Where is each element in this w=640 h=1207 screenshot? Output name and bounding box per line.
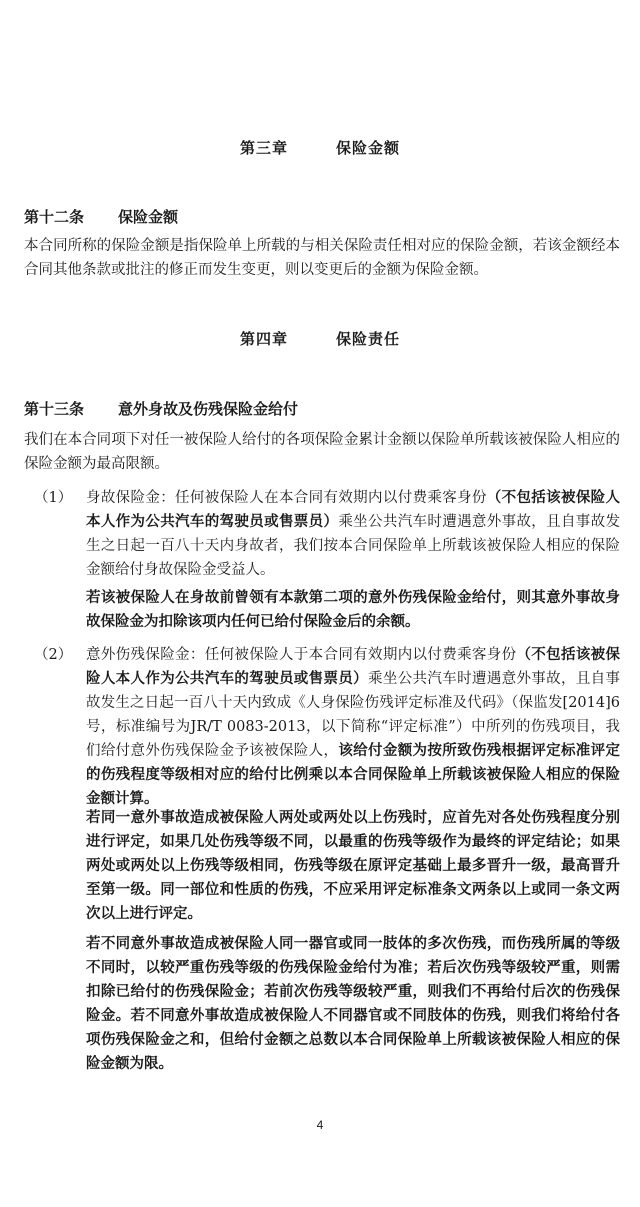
chapter-3-heading — [0, 137, 640, 158]
item-2-text-c: 乘坐公共汽车时遭遇意外事故，且自事故发生之日起一百八十天内致成《人身保险伤残评定标准及代码》（保监发[2014]6号，标准编号为JR/T 0083-2013，以下简称“评定标准”）中所列的伤残项目，我们给付意外伤残保险金予该被保险人， — [86, 671, 620, 759]
chapter-4-title: 保险责任 — [336, 330, 401, 348]
chapter-3-title: 保险金额 — [336, 139, 401, 157]
article-12-title: 保险金额 — [118, 208, 179, 226]
item-1-text-a: 身故保险金：任何被保险人在本合同有效期内以付费乘客身份 — [86, 490, 487, 506]
item-2-text-d: 该给付金额为按所致伤残根据评定标准评定的伤残程度等级相对应的给付比例乘以本合同保险单上所载该被保险人相应的保险金额计算。 — [86, 742, 620, 807]
chapter-3-number: 第三章 — [239, 139, 288, 157]
chapter-4-heading — [0, 328, 640, 349]
article-12-heading — [24, 206, 178, 227]
item-2-paragraph-2: 若同一意外事故造成被保险人两处或两处以上伤残时，应首先对各处伤残程度分别进行评定，如果几处伤残等级不同，以最重的伤残等级作为最终的评定结论；如果两处或两处以上伤残等级相同，伤残等级在原评定基础上最多晋升一级，最高晋升至第一级。同一部位和性质的伤残，不应采用评定标准条文两条以上或同一条文两次以上进行评定。 — [86, 809, 620, 922]
article-12-number: 第十二条 — [24, 208, 85, 226]
article-13-heading — [24, 398, 298, 419]
chapter-4-number: 第四章 — [239, 330, 288, 348]
item-1-number: （1） — [34, 490, 73, 506]
item-2-paragraph-1 — [86, 643, 620, 811]
article-13-title: 意外身故及伤残保险金给付 — [118, 400, 299, 418]
item-2-text-b: （不包括该被保险人本人作为公共汽车的驾驶员或售票员） — [86, 646, 621, 687]
article-13-number: 第十三条 — [24, 400, 85, 418]
item-1-paragraph-2: 若该被保险人在身故前曾领有本款第二项的意外伤残保险金给付，则其意外事故身故保险金为扣除该项内任何已给付保险金后的余额。 — [86, 589, 620, 630]
page-number: 4 — [316, 1118, 324, 1132]
article-13-intro: 我们在本合同项下对任一被保险人给付的各项保险金累计金额以保险单所载该被保险人相应的保险金额为最高限额。 — [24, 432, 620, 472]
item-1-text-c: 乘坐公共汽车时遭遇意外事故，且自事故发生之日起一百八十天内身故者，我们按本合同保险单上所载该被保险人相应的保险金额给付身故保险金受益人。 — [86, 514, 620, 578]
article-12-body: 本合同所称的保险金额是指保险单上所载的与相关保险责任相对应的保险金额，若该金额经本合同其他条款或批注的修正而发生变更，则以变更后的金额为保险金额。 — [24, 238, 620, 278]
item-2-paragraph-3: 若不同意外事故造成被保险人同一器官或同一肢体的多次伤残，而伤残所属的等级不同时，以较严重伤残等级的伤残保险金给付为准；若后次伤残等级较严重，则需扣除已给付的伤残保险金；若前次伤残等级较严重，则我们不再给付后次的伤残保险金。若不同意外事故造成被保险人不同器官或不同肢体的伤残，则我们将给付各项伤残保险金之和，但给付金额之总数以本合同保险单上所载该被保险人相应的保险金额为限。 — [86, 935, 620, 1072]
item-1-paragraph-1 — [86, 486, 620, 582]
item-2-number: （2） — [34, 647, 73, 663]
item-1-text-b: （不包括该被保险人本人作为公共汽车的驾驶员或售票员） — [86, 489, 621, 530]
item-2-text-a: 意外伤残保险金：任何被保险人于本合同有效期内以付费乘客身份 — [86, 647, 517, 663]
